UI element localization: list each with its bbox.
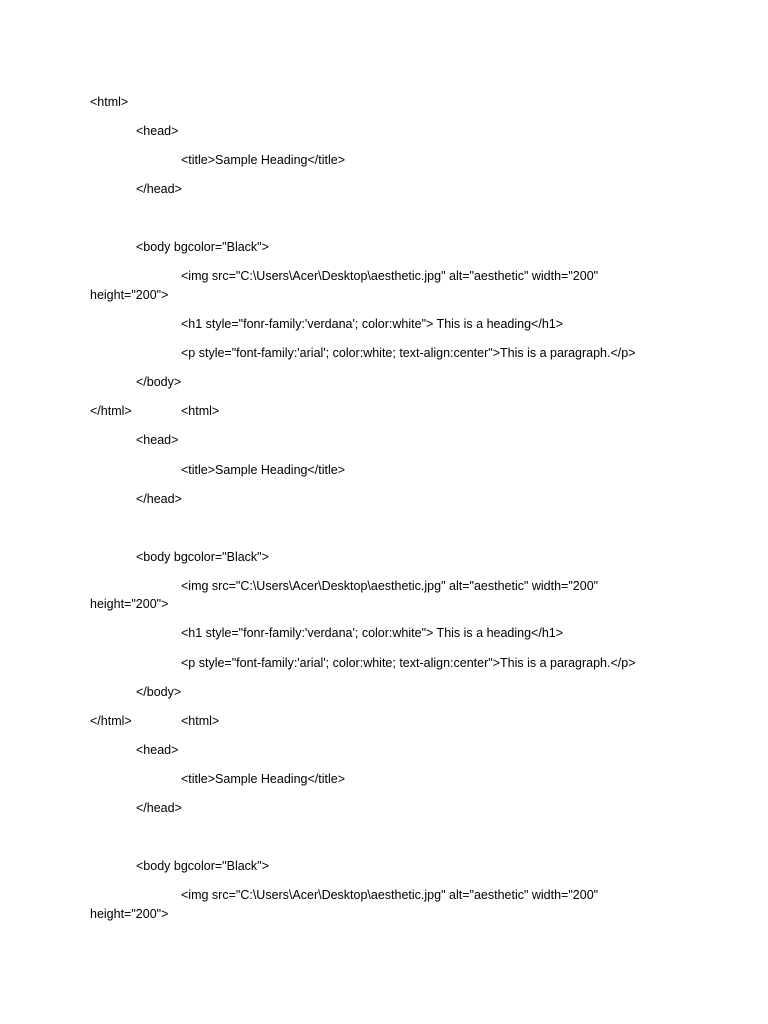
code-line: <p style="font-family:'arial'; color:white; text-align:center">This is a paragraph.</p> [181, 346, 636, 360]
code-line: <img src="C:\Users\Acer\Desktop\aesthetic.jpg" alt="aesthetic" width="200" [181, 579, 599, 593]
code-line: </html> [90, 404, 132, 418]
code-line: <img src="C:\Users\Acer\Desktop\aesthetic.jpg" alt="aesthetic" width="200" [181, 269, 599, 283]
code-line: height="200"> [90, 597, 169, 611]
code-line: </head> [136, 801, 182, 815]
code-line: <title>Sample Heading</title> [181, 463, 345, 477]
code-line: <head> [136, 124, 179, 138]
code-line: </html> [90, 714, 132, 728]
code-line: <html> [90, 95, 129, 109]
code-line: <img src="C:\Users\Acer\Desktop\aesthetic.jpg" alt="aesthetic" width="200" [181, 888, 599, 902]
code-line: <body bgcolor="Black"> [136, 859, 269, 873]
code-line: </body> [136, 375, 182, 389]
code-line: <head> [136, 743, 179, 757]
code-line: <body bgcolor="Black"> [136, 240, 269, 254]
code-line: </head> [136, 182, 182, 196]
code-line: height="200"> [90, 288, 169, 302]
code-line: <title>Sample Heading</title> [181, 153, 345, 167]
code-line: <html> [181, 714, 220, 728]
code-line: <title>Sample Heading</title> [181, 772, 345, 786]
code-line: <html> [181, 404, 220, 418]
code-line: <h1 style="fonr-family:'verdana'; color:white"> This is a heading</h1> [181, 317, 564, 331]
code-line: </body> [136, 685, 182, 699]
code-line: <head> [136, 433, 179, 447]
code-line: <p style="font-family:'arial'; color:white; text-align:center">This is a paragraph.</p> [181, 656, 636, 670]
code-line: </head> [136, 492, 182, 506]
code-line: <h1 style="fonr-family:'verdana'; color:white"> This is a heading</h1> [181, 626, 564, 640]
code-line: height="200"> [90, 907, 169, 921]
code-line: <body bgcolor="Black"> [136, 550, 269, 564]
